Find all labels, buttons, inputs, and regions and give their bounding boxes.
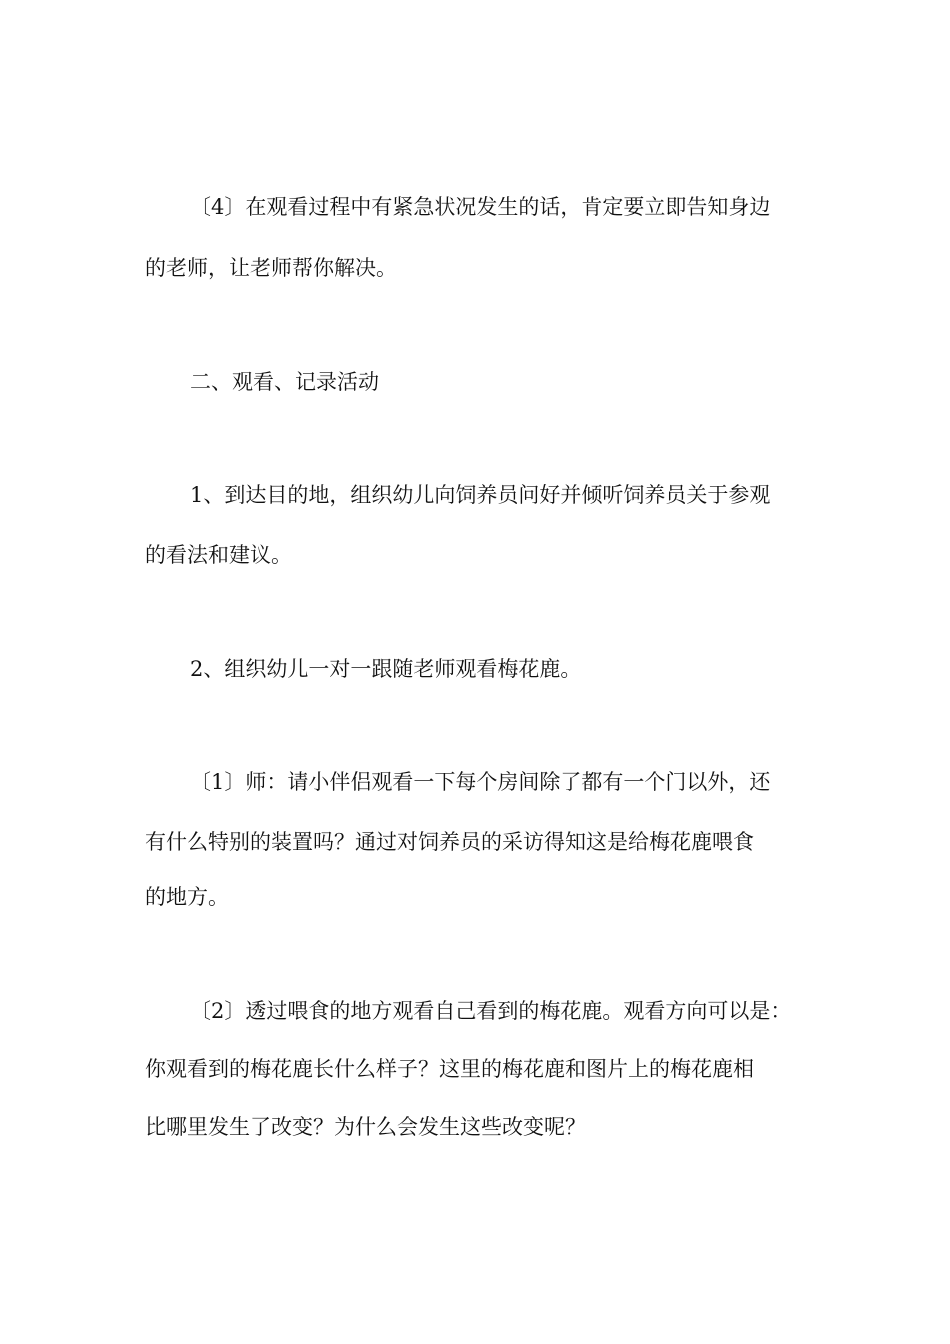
section-heading-observe-record: 二、观看、记录活动 (190, 370, 379, 394)
subitem-2-line-2: 你观看到的梅花鹿长什么样子？这里的梅花鹿和图片上的梅花鹿相 (145, 1057, 754, 1081)
paragraph-4-line-2: 的老师，让老师帮你解决。 (145, 256, 397, 280)
subitem-1-line-1: 〔1〕师：请小伴侣观看一下每个房间除了都有一个门以外，还 (190, 770, 771, 794)
subitem-1-line-3: 的地方。 (145, 885, 229, 909)
subitem-2-line-1: 〔2〕透过喂食的地方观看自己看到的梅花鹿。观看方向可以是： (190, 999, 792, 1023)
item-1-line-1: 1、到达目的地，组织幼儿向饲养员问好并倾听饲养员关于参观 (190, 483, 771, 507)
paragraph-4-line-1: 〔4〕在观看过程中有紧急状况发生的话，肯定要立即告知身边 (190, 195, 771, 219)
item-1-line-2: 的看法和建议。 (145, 543, 292, 567)
subitem-2-line-3: 比哪里发生了改变？为什么会发生这些改变呢？ (145, 1115, 586, 1139)
item-2-line-1: 2、组织幼儿一对一跟随老师观看梅花鹿。 (190, 657, 582, 681)
subitem-1-line-2: 有什么特别的装置吗？通过对饲养员的采访得知这是给梅花鹿喂食 (145, 830, 754, 854)
